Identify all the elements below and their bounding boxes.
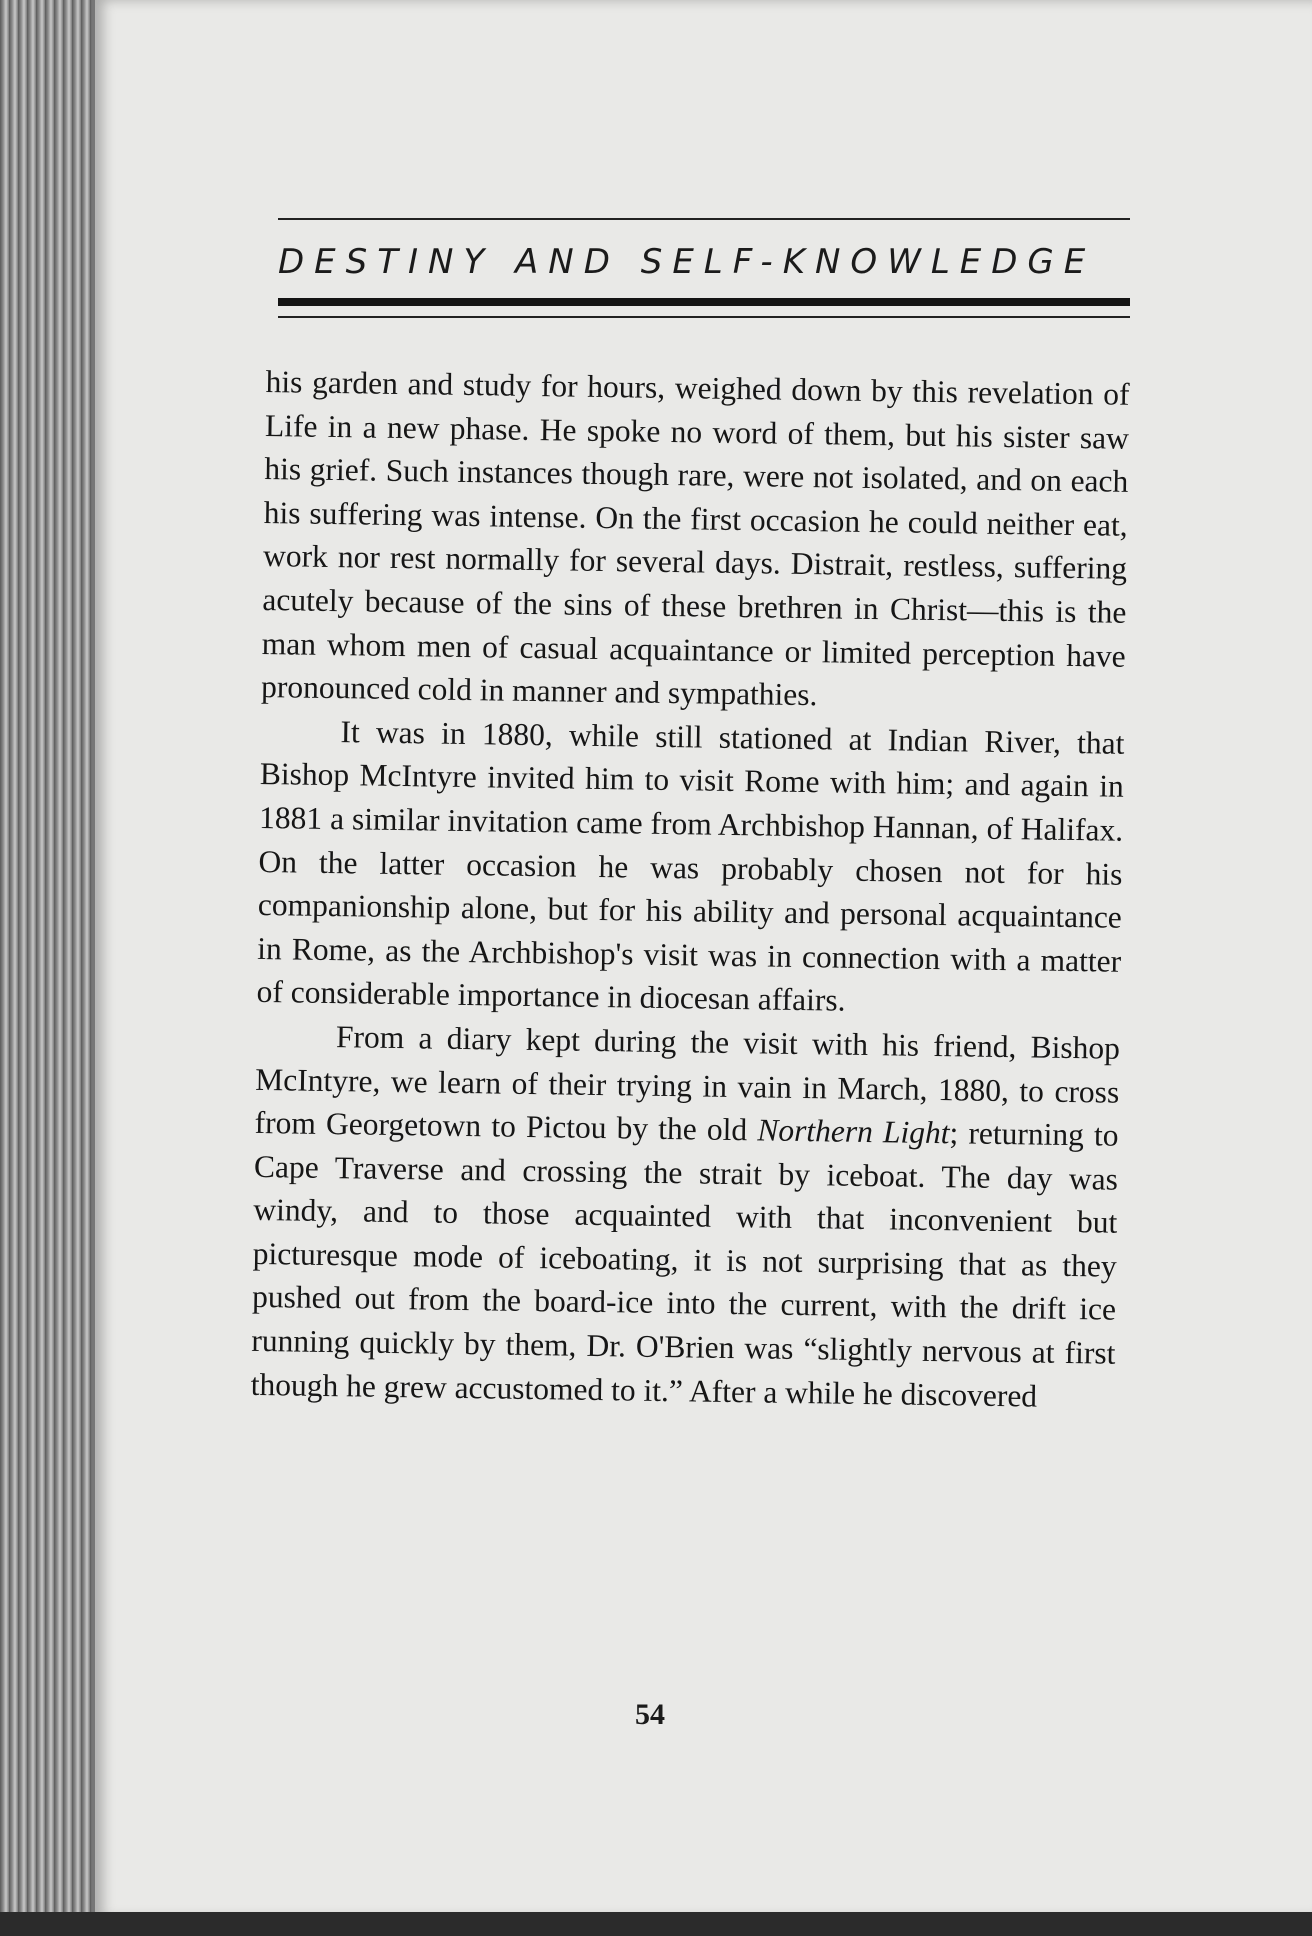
page-header <box>278 218 1130 318</box>
book-page-edges <box>0 0 100 1936</box>
paragraph-1: his garden and study for hours, weighed down by this revelation of Life in a new phase. He spoke no word of them, but his sister saw his grief. Such instances though rare, were not isolated, and on each his suffering was intense. On the first occasion he could neither eat, work nor rest normally for several days. Distrait, restless, suffering acutely because of the sins of these brethren in Christ—this is the man whom men of casual acquaintance or limited perception have pronounced cold in manner and sympathies. <box>260 363 1130 713</box>
scan-bottom-border <box>0 1912 1312 1936</box>
running-head: DESTINY AND SELF-KNOWLEDGE <box>278 242 1096 282</box>
header-thin-rule <box>278 316 1130 318</box>
header-thick-rule <box>278 298 1130 306</box>
header-top-rule <box>278 218 1130 220</box>
page-number: 54 <box>635 1698 665 1731</box>
paragraph-2: It was in 1880, while still stationed at Indian River, that Bishop McIntyre invited him to visit Rome with him; and again in 1881 a similar invitation came from Archbishop Hannan, of Halifax. On the latter occasion he was probably chosen not for his companionship alone, but for his ability and personal acquaintance in Rome, as the Archbishop's visit was in connection with a matter of considerable importance in diocesan affairs. <box>256 713 1125 1018</box>
paragraph-3-part-2: ; returning to Cape Traverse and crossing the strait by iceboat. The day was windy, and to those acquainted with that inconvenient but picturesque mode of iceboating, it is not surprising that as they pushed out from the board-ice into the current, with the drift ice running quickly by them, Dr. O'Brien was “slightly nervous at first though he grew accustomed to it.” After a while he discovered <box>250 1115 1119 1414</box>
body-text <box>250 360 1129 1419</box>
paragraph-3-part-1: From a diary kept during the visit with his friend, Bishop McIntyre, we learn of their trying in vain in March, 1880, to cross from Georgetown to Pictou by the old <box>254 1019 1121 1148</box>
ship-name-italic: Northern Light <box>757 1112 950 1151</box>
paragraph-3 <box>250 1014 1120 1419</box>
